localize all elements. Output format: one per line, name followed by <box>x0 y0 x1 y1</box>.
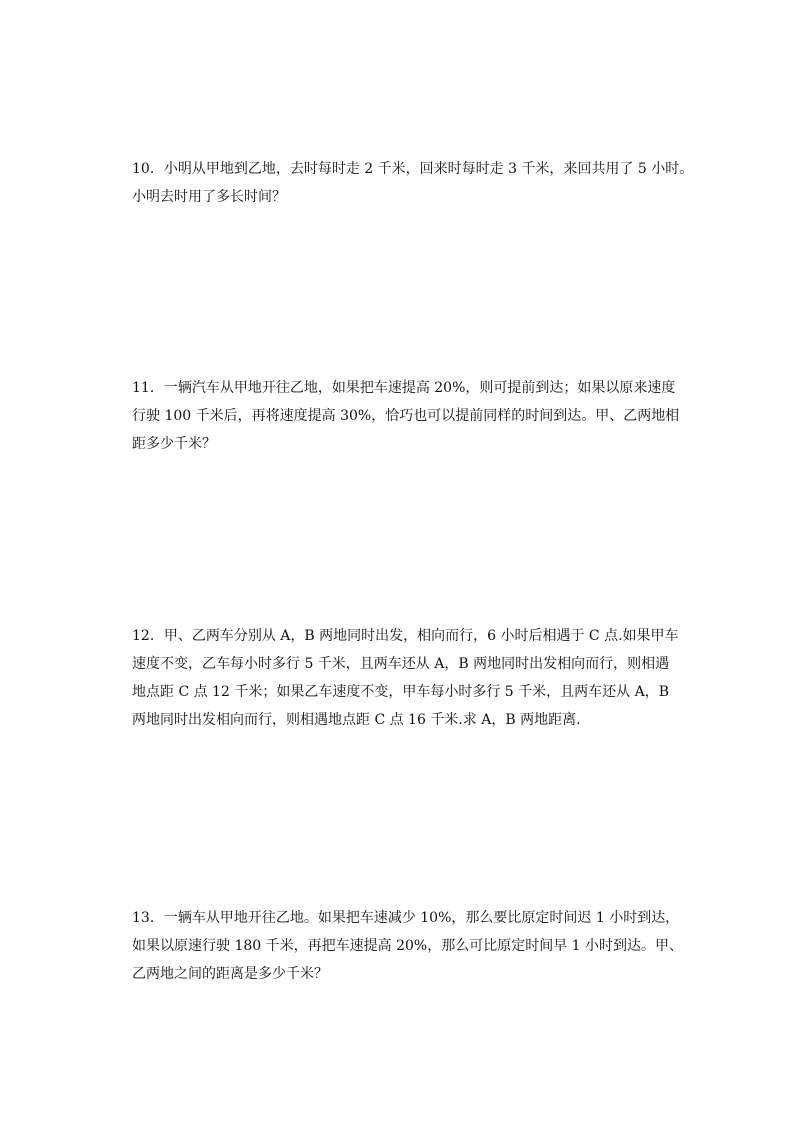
problem-13-line-2: 如果以原速行驶 180 千米，再把车速提高 20%，那么可比原定时间早 1 小时到达。甲、 <box>132 938 683 954</box>
problem-11 <box>132 374 680 458</box>
problem-11-line-2: 行驶 100 千米后，再将速度提高 30%，恰巧也可以提前同样的时间到达。甲、乙两地相 <box>132 408 680 424</box>
problem-13-line-3: 乙两地之间的距离是多少千米？ <box>132 966 328 982</box>
problem-10-line-2: 小明去时用了多长时间？ <box>132 189 286 205</box>
problem-12-line-2: 速度不变，乙车每小时多行 5 千米，且两车还从 A，B 两地同时出发相向而行，则相遇 <box>132 656 670 672</box>
problem-11-line-3: 距多少千米？ <box>132 436 216 452</box>
problem-10 <box>132 155 694 211</box>
problem-13-line-1: 13．一辆车从甲地开往乙地。如果把车速减少 10%，那么要比原定时间迟 1 小时到达， <box>132 910 680 926</box>
problem-12 <box>132 622 679 734</box>
problem-12-line-3: 地点距 C 点 12 千米；如果乙车速度不变，甲车每小时多行 5 千米，且两车还从 A，B <box>132 684 669 700</box>
problem-12-line-4: 两地同时出发相向而行，则相遇地点距 C 点 16 千米.求 A，B 两地距离. <box>132 712 581 728</box>
problem-13 <box>132 904 683 988</box>
problem-12-line-1: 12．甲、乙两车分别从 A，B 两地同时出发，相向而行，6 小时后相遇于 C 点.如果甲车 <box>132 628 679 644</box>
problem-11-line-1: 11．一辆汽车从甲地开往乙地，如果把车速提高 20%，则可提前到达；如果以原来速度 <box>132 380 676 396</box>
problem-10-line-1: 10．小明从甲地到乙地，去时每时走 2 千米，回来时每时走 3 千米，来回共用了 5 小时。 <box>132 161 694 177</box>
